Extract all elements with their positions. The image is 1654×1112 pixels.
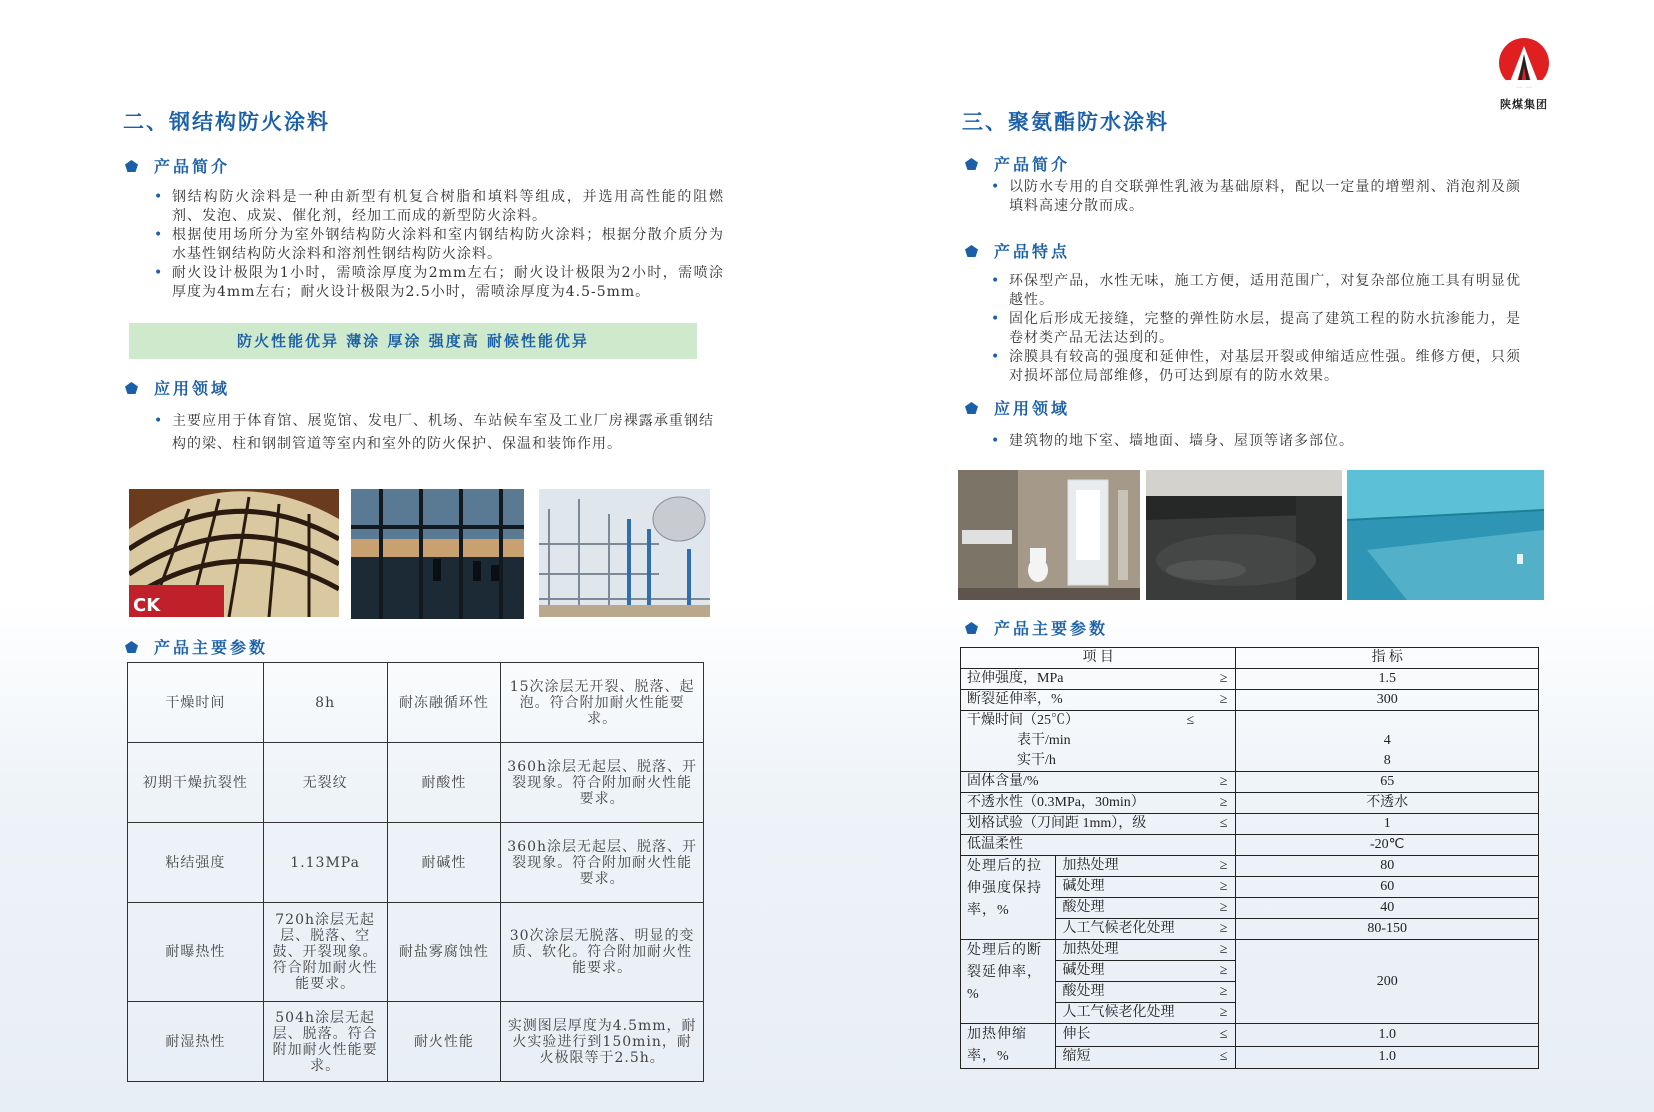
table-cell: 干燥时间	[128, 663, 264, 743]
table-cell: ≥	[1180, 898, 1235, 919]
table-cell: 1.13MPa	[263, 823, 387, 903]
section-title-steel-fireproof: 二、钢结构防火涂料	[123, 110, 330, 134]
list-item: • 主要应用于体育馆、展览馆、发电厂、机场、车站候车室及工业厂房裸露承重钢结构的梁、柱和钢制管道等室内和室外的防火保护、保温和装饰作用。	[154, 410, 714, 456]
table-row	[128, 1002, 704, 1082]
table-cell: 80	[1236, 856, 1539, 877]
table-cell: 30次涂层无脱落、明显的变质、软化。符合附加耐火性能要求。	[501, 903, 704, 1002]
table-cell: 耐盐雾腐蚀性	[387, 903, 501, 1002]
table-cell: 1	[1236, 814, 1539, 835]
photo-sign-text: CK	[133, 595, 161, 616]
table-cell: 720h涂层无起层、脱落、空鼓、开裂现象。符合附加耐火性能要求。	[263, 903, 387, 1002]
table-cell: 8	[1236, 751, 1539, 772]
table-cell: 低温柔性	[961, 835, 1181, 856]
table-cell: ≥	[1180, 982, 1235, 1003]
table-cell: ≥	[1180, 772, 1235, 793]
table-cell: ≤	[1180, 711, 1235, 732]
table-cell: 60	[1236, 877, 1539, 898]
table-cell: 耐冻融循环性	[387, 663, 501, 743]
table-cell: 干燥时间（25℃）	[961, 711, 1181, 732]
table-row	[128, 663, 704, 743]
table-cell: 碱处理	[1056, 961, 1181, 982]
heading-application	[125, 376, 230, 399]
list-item: • 涂膜具有较高的强度和延伸性，对基层开裂或伸缩适应性强。维修方便，只须对损坏部位局部维修，仍可达到原有的防水效果。	[991, 348, 1521, 386]
table-cell: 不透水性（0.3MPa，30min）	[961, 793, 1181, 814]
table-cell: 200	[1236, 940, 1539, 1024]
heading-features	[965, 239, 1070, 262]
table-cell: ≥	[1180, 940, 1235, 961]
bullet-pentagon-icon	[965, 158, 978, 170]
table-cell: ≥	[1180, 919, 1235, 940]
table-cell: 缩短	[1056, 1046, 1181, 1069]
table-row	[961, 669, 1539, 690]
table-header-row	[961, 648, 1539, 669]
table-cell: ≥	[1180, 690, 1235, 711]
company-logo-icon	[1494, 36, 1554, 96]
heading-intro	[125, 154, 230, 177]
table-row	[961, 711, 1539, 732]
table-cell: 1.5	[1236, 669, 1539, 690]
heading-intro-label: 产品简介	[994, 155, 1071, 174]
table-cell	[1180, 835, 1235, 856]
company-logo	[1494, 36, 1554, 112]
table-row	[128, 903, 704, 1002]
table-cell: 人工气候老化处理	[1056, 919, 1181, 940]
table-cell: 1.0	[1236, 1024, 1539, 1047]
photo-blue-pool	[1347, 470, 1544, 600]
logo-text: 陕煤集团	[1500, 98, 1548, 111]
list-item: • 建筑物的地下室、墙地面、墙身、屋顶等诸多部位。	[991, 432, 1521, 451]
heading-application-label: 应用领域	[994, 399, 1071, 418]
heading-intro	[965, 152, 1070, 175]
list-item: • 耐火设计极限为1小时，需喷涂厚度为2mm左右；耐火设计极限为2小时，需喷涂厚度为4mm左右；耐火设计极限为2.5小时，需喷涂厚度为4.5-5mm。	[154, 264, 724, 302]
bullet-pentagon-icon	[125, 160, 138, 172]
bullet-pentagon-icon	[125, 641, 138, 653]
table-cell: 360h涂层无起层、脱落、开裂现象。符合附加耐火性能要求。	[501, 823, 704, 903]
photo-bathroom	[958, 470, 1140, 600]
table-cell: 300	[1236, 690, 1539, 711]
bullet-pentagon-icon	[125, 382, 138, 394]
table-row	[961, 793, 1539, 814]
heading-application	[965, 396, 1070, 419]
table-cell: 耐碱性	[387, 823, 501, 903]
heading-application-label: 应用领域	[154, 379, 231, 398]
heading-intro-label: 产品简介	[154, 157, 231, 176]
heading-params-label: 产品主要参数	[994, 619, 1109, 638]
table-row	[961, 1024, 1539, 1047]
table-cell: 酸处理	[1056, 898, 1181, 919]
bullet-pentagon-icon	[965, 402, 978, 414]
table-row	[961, 940, 1539, 961]
table-cell: 粘结强度	[128, 823, 264, 903]
photo-industrial-plant	[539, 489, 710, 617]
table-cell: 实测图层厚度为4.5mm，耐火实验进行到150min，耐火极限等于2.5h。	[501, 1002, 704, 1082]
bullet-pentagon-icon	[965, 245, 978, 257]
list-item: • 固化后形成无接缝，完整的弹性防水层，提高了建筑工程的防水抗渗能力，是卷材类产品无法达到的。	[991, 310, 1521, 348]
pu-params-table	[960, 647, 1539, 1069]
table-cell: ≤	[1180, 814, 1235, 835]
photo-observation-deck	[351, 489, 524, 619]
table-cell: 耐曝热性	[128, 903, 264, 1002]
photo-stadium-roof	[129, 489, 339, 617]
table-cell: ≤	[1180, 1046, 1235, 1069]
table-cell: 80-150	[1236, 919, 1539, 940]
table-cell	[1236, 711, 1539, 732]
table-header-item: 项 目	[961, 648, 1236, 669]
table-cell: 加热处理	[1056, 856, 1181, 877]
table-cell: 耐湿热性	[128, 1002, 264, 1082]
fire-params-table	[127, 662, 704, 1082]
heading-params	[125, 635, 268, 658]
application-list	[991, 432, 1521, 451]
table-cell: 15次涂层无开裂、脱落、起泡。符合附加耐火性能要求。	[501, 663, 704, 743]
table-cell: 酸处理	[1056, 982, 1181, 1003]
heading-params-label: 产品主要参数	[154, 638, 269, 657]
features-list	[991, 272, 1521, 386]
table-header-index: 指 标	[1236, 648, 1539, 669]
table-cell: ≥	[1180, 669, 1235, 690]
table-cell: ≤	[1180, 1024, 1235, 1047]
table-row	[128, 743, 704, 823]
table-cell: ≥	[1180, 961, 1235, 982]
bullet-pentagon-icon	[965, 622, 978, 634]
table-cell: 360h涂层无起层、脱落、开裂现象。符合附加耐火性能要求。	[501, 743, 704, 823]
table-cell: 1.0	[1236, 1046, 1539, 1069]
table-cell: ≥	[1180, 856, 1235, 877]
table-row	[961, 856, 1539, 877]
table-cell: 加热处理	[1056, 940, 1181, 961]
intro-list	[991, 178, 1521, 216]
table-row	[961, 814, 1539, 835]
table-row	[961, 835, 1539, 856]
table-cell: 固体含量/%	[961, 772, 1181, 793]
heading-features-label: 产品特点	[994, 242, 1071, 261]
list-item: • 钢结构防火涂料是一种由新型有机复合树脂和填料等组成，并选用高性能的阻燃剂、发泡、成炭、催化剂，经加工而成的新型防火涂料。	[154, 188, 724, 226]
table-cell: 划格试验（刀间距 1mm），级	[961, 814, 1181, 835]
table-row	[961, 690, 1539, 711]
table-cell: 耐火性能	[387, 1002, 501, 1082]
photo-coated-floor	[1146, 470, 1342, 600]
list-item: • 根据使用场所分为室外钢结构防火涂料和室内钢结构防火涂料；根据分散介质分为水基性钢结构防火涂料和溶剂性钢结构防火涂料。	[154, 226, 724, 264]
table-cell: 实干/h	[961, 751, 1236, 772]
table-cell: 不透水	[1236, 793, 1539, 814]
section-title-pu-waterproof: 三、聚氨酯防水涂料	[962, 110, 1169, 134]
table-cell: 碱处理	[1056, 877, 1181, 898]
list-item: • 以防水专用的自交联弹性乳液为基础原料，配以一定量的增塑剂、消泡剂及颜填料高速分散而成。	[991, 178, 1521, 216]
table-row	[128, 823, 704, 903]
table-cell: 人工气候老化处理	[1056, 1003, 1181, 1024]
table-cell: 耐酸性	[387, 743, 501, 823]
table-cell: 504h涂层无起层、脱落。符合附加耐火性能要求。	[263, 1002, 387, 1082]
table-cell: 无裂纹	[263, 743, 387, 823]
table-cell: 4	[1236, 731, 1539, 751]
table-cell: 伸长	[1056, 1024, 1181, 1047]
heading-params	[965, 616, 1108, 639]
table-cell: 处理后的拉伸强度保持率，%	[961, 856, 1056, 940]
feature-banner: 防火性能优异 薄涂 厚涂 强度高 耐候性能优异	[129, 323, 697, 359]
table-cell: ≥	[1180, 1003, 1235, 1024]
table-cell: 拉伸强度，MPa	[961, 669, 1181, 690]
table-row	[961, 751, 1539, 772]
table-cell: 65	[1236, 772, 1539, 793]
table-cell: -20℃	[1236, 835, 1539, 856]
table-cell: ≥	[1180, 877, 1235, 898]
list-item: • 环保型产品，水性无味，施工方便，适用范围广，对复杂部位施工具有明显优越性。	[991, 272, 1521, 310]
table-cell: 处理后的断裂延伸率，%	[961, 940, 1056, 1024]
intro-list	[154, 188, 724, 302]
table-cell: 初期干燥抗裂性	[128, 743, 264, 823]
application-list	[154, 410, 714, 456]
table-cell: 表干/min	[961, 731, 1236, 751]
table-cell: 加热伸缩率，%	[961, 1024, 1056, 1069]
table-cell: 40	[1236, 898, 1539, 919]
table-row	[961, 731, 1539, 751]
table-row	[961, 772, 1539, 793]
table-cell: 8h	[263, 663, 387, 743]
table-cell: 断裂延伸率，%	[961, 690, 1181, 711]
table-cell: ≥	[1180, 793, 1235, 814]
